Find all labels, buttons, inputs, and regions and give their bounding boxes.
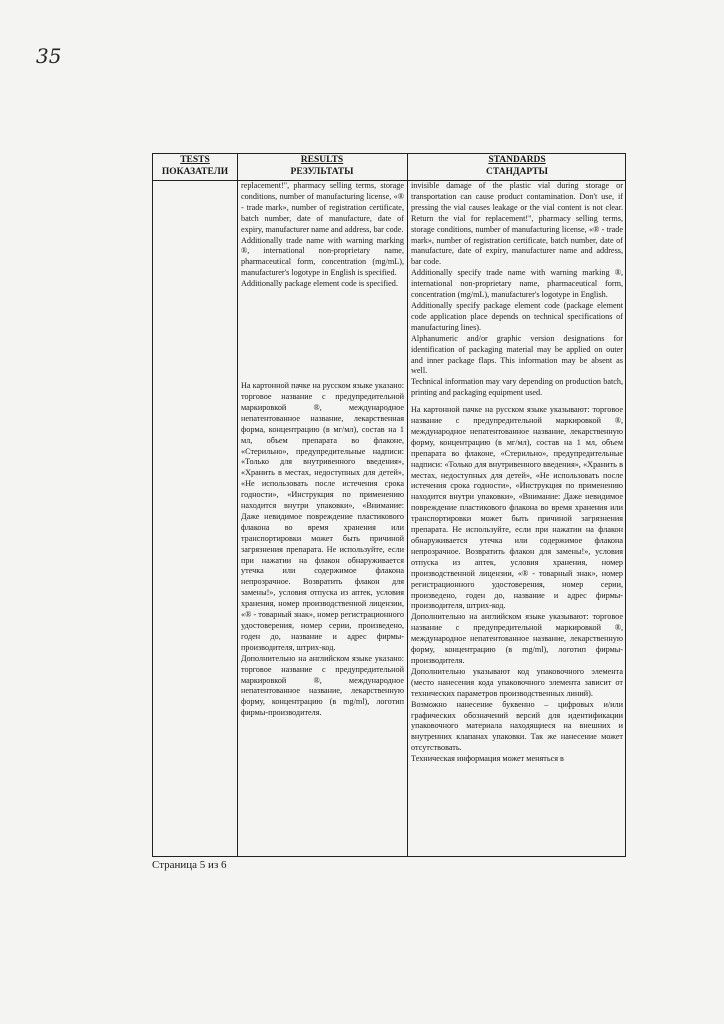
standards-paragraph: Возможно нанесение буквенно – цифровых и/или графических обозначений версий для идентификации упаковочного материала находящиеся на внешних и внутренних клапанах упаковки. Так же нанесение может отсутствовать. (411, 699, 623, 753)
standards-paragraph: Alphanumeric and/or graphic version designations for identification of packaging material may be applied on outer and inner package flaps. This information may be absent as well. (411, 333, 623, 376)
header-results-en: RESULTS (300, 155, 344, 165)
standards-paragraph: Дополнительно указывают код упаковочного элемента (место нанесения кода упаковочного элемента зависит от технических параметров производственных линий). (411, 666, 623, 698)
results-paragraph: На картонной пачке на русском языке указано: торговое название с предупредительной маркировкой ®, международное непатентованное название, лекарственная форма, концентрацию (в мг/мл), состав на 1 мл, объем препарата во флаконе, «Стерильно», предупредительные надписи: «Только для внутривенного введения», «Хранить в местах, недоступных для детей», «Не использовать после истечения срока годности», «Инструкция по применению находится внутри упаковки», «Внимание: Даже невидимое повреждение пластикового флакона во время хранения или транспортировки может быть причиной загрязнения препарата. Не используйте, если при нажатии на флакон обнаруживается утечка или содержимое флакона непрозрачное. Возвратить флакон для замены!», условия отпуска из аптек, условия хранения, номер производственной лицензии, «® - товарный знак», номер регистрационного удостоверения, номер серии, произведено, годен до, название и адрес фирмы-производителя, штрих-код. (241, 381, 404, 652)
header-standards-en: STANDARDS (488, 155, 546, 165)
standards-cell (408, 181, 626, 856)
page-footer: Страница 5 из 6 (152, 859, 227, 871)
spacer (241, 290, 404, 381)
standards-paragraph: На картонной пачке на русском языке указывают: торговое название с предупредительной маркировкой ®, международное непатентованное название, лекарственную форму, концентрацию (в мг/мл), состав на 1 мл, объем препарата во флаконе, «Стерильно», предупредительные надписи: «Только для внутривенного введения», «Хранить в местах, недоступных для детей», «Не использовать после истечения срока годности», «Инструкция по применению находится внутри упаковки», «Внимание: Даже невидимое повреждение пластикового флакона во время хранения или транспортировки может быть причиной загрязнения препарата. Не используйте, если при нажатии на флакон обнаруживается утечка или содержимое флакона непрозрачное. Возвратить флакон для замены!», условия отпуска из аптек, условия хранения, номер производственной лицензии, «® - товарный знак», номер регистрационного удостоверения, номер серии, произведено, годен до, название и адрес фирмы-производителя, штрих-код. (411, 405, 623, 611)
results-paragraph: Дополнительно на английском языке указано: торговое название с предупредительной маркировкой ®, международное непатентованное название, лекарственную форму, концентрацию (в mg/ml), логотип фирмы-производителя. (241, 653, 404, 718)
results-paragraph: replacement!", pharmacy selling terms, storage conditions, number of manufacturing license, «® - trade mark», number of registration certificate, batch number, date of manufacture, date of expiry, manufacturer name and address, bar code. (241, 181, 404, 234)
page-number: 35 (36, 44, 62, 68)
header-results-ru: РЕЗУЛЬТАТЫ (290, 166, 354, 177)
standards-paragraph: Additionally specify trade name with warning marking ®, international non-proprietary name, pharmaceutical form, concentration (mg/mL), manufacturer's logotype in English. (411, 268, 623, 300)
header-standards-ru: СТАНДАРТЫ (486, 166, 548, 177)
standards-paragraph: Technical information may vary depending on production batch, printing and packaging equipment used. (411, 377, 623, 398)
standards-paragraph: Техническая информация может меняться в (411, 754, 564, 764)
results-cell (238, 181, 407, 856)
header-tests-en: TESTS (180, 155, 210, 165)
standards-paragraph: Дополнительно на английском языке указывают: торговое название с предупредительной маркировкой ®, международное непатентованное название, лекарственную форму, концентрацию (в mg/ml), логотип фирмы-производителя. (411, 612, 623, 665)
header-tests (153, 154, 237, 180)
standards-paragraph: Additionally specify package element code (package element code application place depends on technical specifications of manufacturing lines). (411, 300, 623, 332)
specification-table (152, 153, 626, 857)
results-paragraph: Additionally package element code is specified. (241, 279, 398, 289)
header-results (237, 154, 407, 180)
header-standards (407, 154, 627, 180)
results-paragraph: Additionally trade name with warning marking ®, international non-proprietary name, pharmaceutical form, concentration (mg/mL), manufacturer's logotype in English is specified. (241, 235, 404, 278)
standards-paragraph: invisible damage of the plastic vial during storage or transportation can cause product contamination. Don't use, if pressing the vial causes leakage or the vial content is not clear. Return the vial for replacement!", pharmacy selling terms, storage conditions, number of manufacturing license, «® - trade mark», number of registration certificate, batch number, date of manufacture, date of expiry, manufacturer name and address, bar code. (411, 181, 623, 267)
header-tests-ru: ПОКАЗАТЕЛИ (161, 166, 229, 177)
